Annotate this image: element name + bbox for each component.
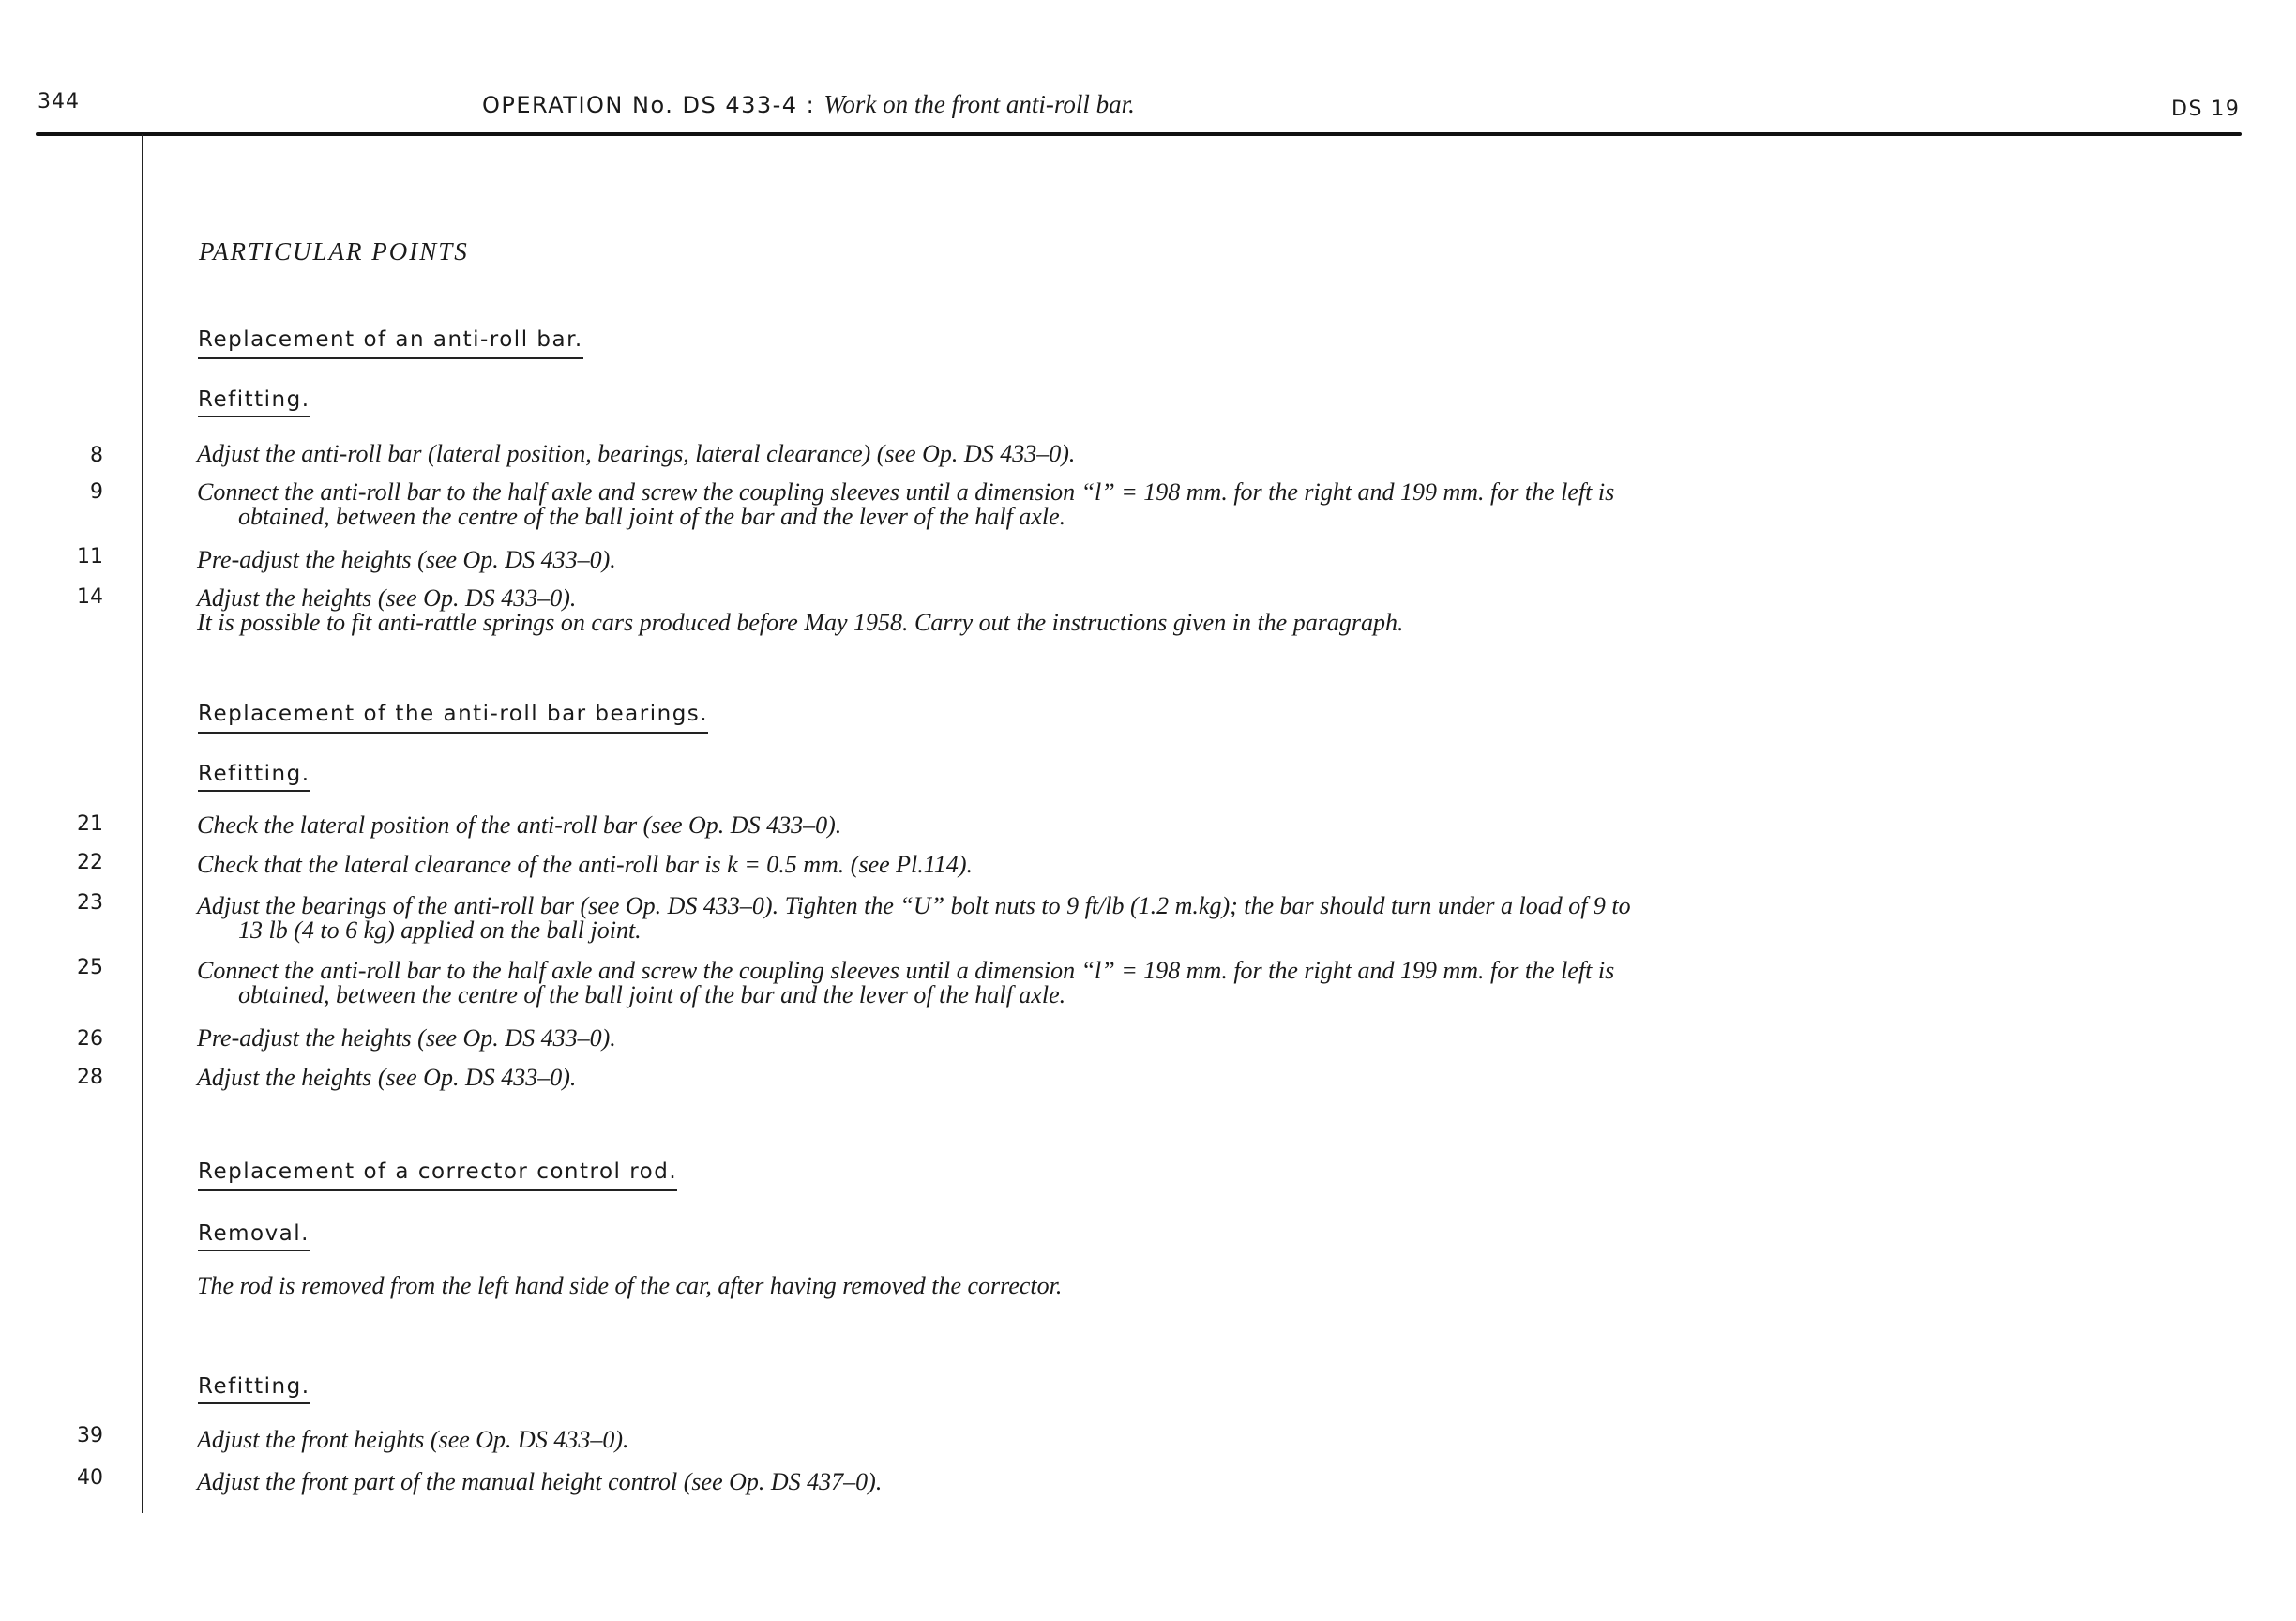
step-number: 26 xyxy=(77,1027,103,1051)
step-number: 8 xyxy=(90,444,103,467)
step-line: Adjust the heights (see Op. DS 433–0). xyxy=(197,584,577,612)
step-line: Adjust the front heights (see Op. DS 433–0). xyxy=(197,1426,629,1453)
step-number: 28 xyxy=(77,1066,103,1089)
section-heading: Replacement of a corrector control rod. xyxy=(198,1159,677,1191)
section-subheading: Refitting. xyxy=(198,762,310,792)
step-line: It is possible to fit anti-rattle springs on cars produced before May 1958. Carry out the instructions given in the paragraph. xyxy=(197,609,1404,636)
step-text xyxy=(197,811,1829,840)
step-number: 14 xyxy=(77,585,103,609)
step-number: 40 xyxy=(77,1466,103,1490)
step-text xyxy=(197,1426,1829,1454)
step-line: 13 lb (4 to 6 kg) applied on the ball joint. xyxy=(238,917,642,944)
step-line: Pre-adjust the heights (see Op. DS 433–0). xyxy=(197,1024,616,1052)
step-text xyxy=(197,546,1829,574)
operation-header xyxy=(482,90,1135,119)
step-line: Adjust the anti-roll bar (lateral position, bearings, lateral clearance) (see Op. DS 433–0). xyxy=(197,440,1076,467)
step-text xyxy=(197,1024,1829,1053)
step-number: 22 xyxy=(77,851,103,874)
step-number: 23 xyxy=(77,891,103,915)
section-subheading: Refitting. xyxy=(198,1374,310,1404)
margin-rule xyxy=(142,134,144,1513)
step-line: obtained, between the centre of the ball joint of the bar and the lever of the half axle. xyxy=(238,503,1066,530)
section-heading: Replacement of the anti-roll bar bearings. xyxy=(198,702,708,734)
step-line: Adjust the bearings of the anti-roll bar (see Op. DS 433–0). Tighten the “U” bolt nuts to 9 ft/lb (1.2 m.kg); the bar should turn under a load of 9 to xyxy=(197,892,1631,919)
step-line: Check that the lateral clearance of the anti-roll bar is k = 0.5 mm. (see Pl.114). xyxy=(197,851,973,878)
step-number: 9 xyxy=(90,480,103,504)
page-number: 344 xyxy=(38,90,80,114)
step-number: 11 xyxy=(77,545,103,568)
header-rule xyxy=(36,132,2242,136)
step-text xyxy=(197,584,1829,637)
step-text xyxy=(197,440,1829,468)
step-line: Check the lateral position of the anti-roll bar (see Op. DS 433–0). xyxy=(197,811,842,839)
step-text xyxy=(197,892,1829,945)
section-heading: Replacement of an anti-roll bar. xyxy=(198,327,583,359)
step-line: Connect the anti-roll bar to the half axle and screw the coupling sleeves until a dimension “l” = 198 mm. for the right and 199 mm. for the left is xyxy=(197,478,1615,506)
step-number: 39 xyxy=(77,1424,103,1447)
section-subheading: Refitting. xyxy=(198,387,310,417)
section-subheading: Removal. xyxy=(198,1221,310,1251)
step-line: Adjust the heights (see Op. DS 433–0). xyxy=(197,1064,577,1091)
step-text xyxy=(197,957,1829,1009)
section-title: PARTICULAR POINTS xyxy=(199,237,469,265)
step-line: Adjust the front part of the manual height control (see Op. DS 437–0). xyxy=(197,1468,883,1495)
step-text xyxy=(197,851,1829,879)
step-number: 21 xyxy=(77,812,103,836)
step-line: Pre-adjust the heights (see Op. DS 433–0). xyxy=(197,546,616,573)
operation-subject: Work on the front anti-roll bar. xyxy=(823,90,1135,118)
step-text xyxy=(197,1064,1829,1092)
step-line: obtained, between the centre of the ball joint of the bar and the lever of the half axle. xyxy=(238,981,1066,1008)
removal-text xyxy=(197,1272,1829,1300)
step-number: 25 xyxy=(77,956,103,979)
step-text xyxy=(197,1468,1829,1496)
model-code: DS 19 xyxy=(2171,98,2241,121)
operation-number: OPERATION No. DS 433-4 : xyxy=(482,92,816,118)
step-line: Connect the anti-roll bar to the half axle and screw the coupling sleeves until a dimension “l” = 198 mm. for the right and 199 mm. for the left is xyxy=(197,957,1615,984)
body-line: The rod is removed from the left hand side of the car, after having removed the corrector. xyxy=(197,1272,1063,1299)
step-text xyxy=(197,478,1829,531)
